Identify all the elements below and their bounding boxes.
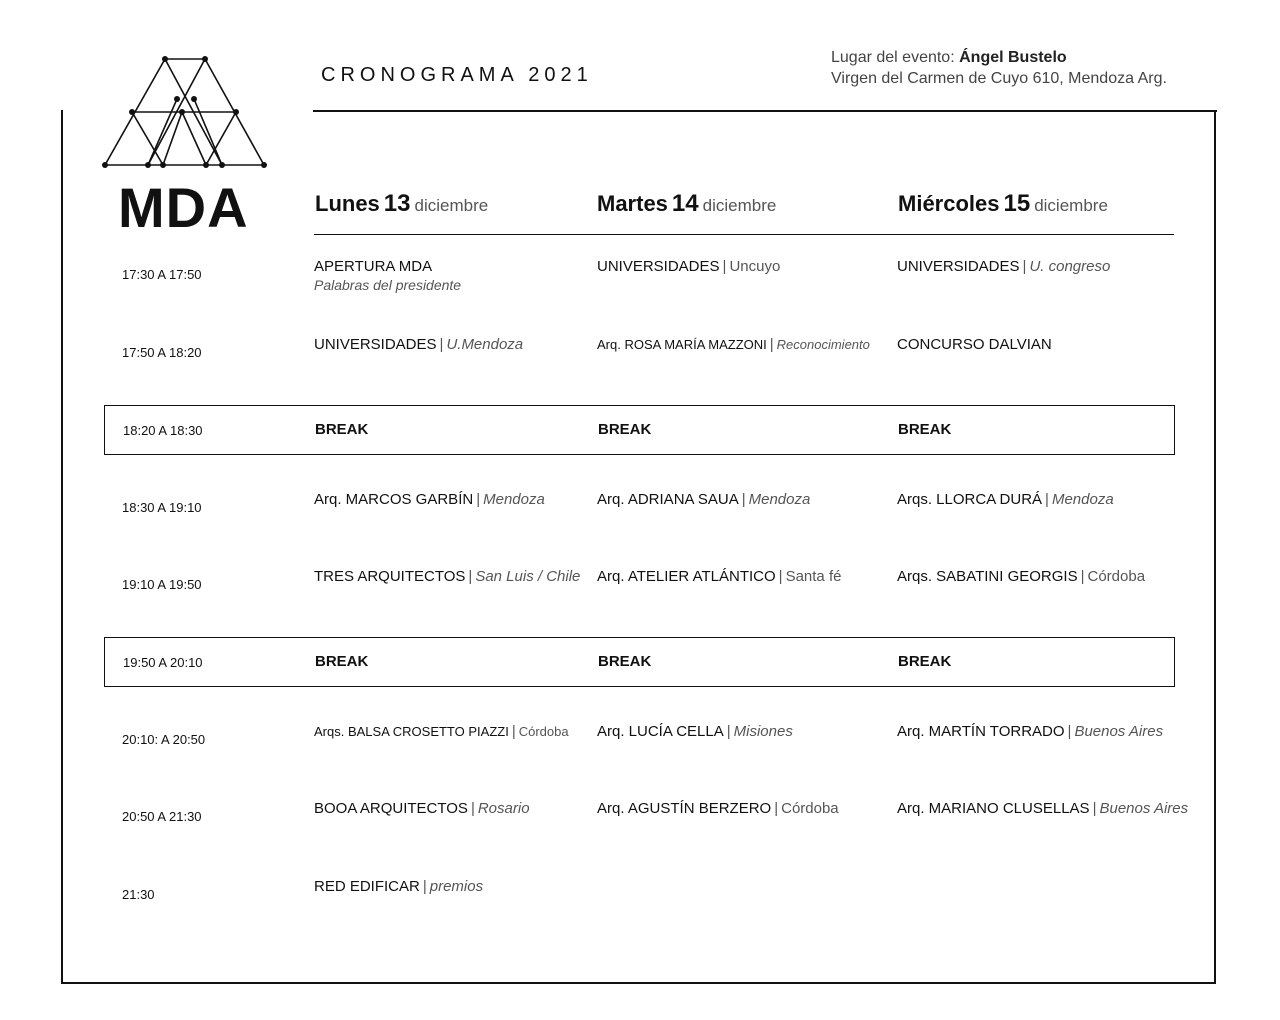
separator: | xyxy=(439,336,444,353)
session-cell xyxy=(897,258,1110,276)
day-month: diciembre xyxy=(1034,196,1108,215)
session-title: Arq. MARTÍN TORRADO xyxy=(897,723,1065,740)
session-title: Arq. LUCÍA CELLA xyxy=(597,723,724,740)
session-origin: Misiones xyxy=(733,723,793,740)
time-slot: 20:50 A 21:30 xyxy=(122,809,202,824)
session-origin: San Luis / Chile xyxy=(475,568,581,585)
separator: | xyxy=(470,800,475,817)
day-header-wednesday xyxy=(898,190,1108,218)
venue-info xyxy=(831,47,1167,89)
break-label: BREAK xyxy=(898,421,952,438)
separator: | xyxy=(1045,491,1049,508)
schedule-frame-top xyxy=(313,110,1217,112)
session-cell xyxy=(897,336,1052,354)
session-cell xyxy=(597,800,839,818)
break-cell xyxy=(315,406,368,454)
session-title: UNIVERSIDADES xyxy=(897,258,1020,275)
separator: | xyxy=(476,491,481,508)
time-slot: 18:30 A 19:10 xyxy=(122,500,202,515)
session-origin: Córdoba xyxy=(1087,568,1146,585)
session-title: Arq. MARCOS GARBÍN xyxy=(314,491,474,508)
break-cell xyxy=(898,406,951,454)
day-header-tuesday xyxy=(597,190,776,218)
session-origin: U. congreso xyxy=(1029,258,1111,275)
schedule-frame xyxy=(61,110,1216,984)
session-cell xyxy=(314,800,530,818)
session-cell xyxy=(314,491,545,509)
logo-wordmark: MDA xyxy=(118,176,249,239)
session-cell xyxy=(314,723,569,741)
venue-address: Virgen del Carmen de Cuyo 610, Mendoza Arg. xyxy=(831,70,1167,87)
separator: | xyxy=(726,723,731,740)
session-cell xyxy=(314,568,580,586)
session-cell xyxy=(897,800,1188,818)
time-slot: 19:50 A 20:10 xyxy=(123,655,203,670)
day-month: diciembre xyxy=(414,196,489,215)
session-origin: Mendoza xyxy=(483,491,545,508)
session-title: TRES ARQUITECTOS xyxy=(314,568,466,585)
break-label: BREAK xyxy=(315,653,369,670)
break-label: BREAK xyxy=(898,653,952,670)
day-number: 13 xyxy=(383,190,411,217)
separator: | xyxy=(741,491,746,508)
session-origin: U.Mendoza xyxy=(446,336,524,353)
day-number: 14 xyxy=(671,190,699,217)
session-title: CONCURSO DALVIAN xyxy=(897,336,1052,353)
schedule-row xyxy=(104,328,1175,378)
session-title: Arq. MARIANO CLUSELLAS xyxy=(897,800,1090,817)
separator: | xyxy=(468,568,473,585)
break-cell xyxy=(598,406,651,454)
break-cell xyxy=(898,638,951,686)
break-label: BREAK xyxy=(598,421,652,438)
break-row xyxy=(104,637,1175,687)
session-title: Arqs. LLORCA DURÁ xyxy=(897,491,1043,508)
day-name: Miércoles xyxy=(898,191,1000,216)
session-origin: Uncuyo xyxy=(729,258,781,275)
session-origin: Mendoza xyxy=(748,491,811,508)
session-origin: Santa fé xyxy=(785,568,842,585)
schedule-row xyxy=(104,792,1189,842)
session-origin: Rosario xyxy=(477,800,530,817)
time-slot: 17:50 A 18:20 xyxy=(122,345,202,360)
break-label: BREAK xyxy=(598,653,652,670)
day-name: Lunes xyxy=(315,191,380,216)
session-title: Arq. AGUSTÍN BERZERO xyxy=(597,800,772,817)
time-slot: 18:20 A 18:30 xyxy=(123,423,203,438)
separator: | xyxy=(1092,800,1097,817)
session-title: Arqs. SABATINI GEORGIS xyxy=(897,568,1078,585)
session-cell xyxy=(897,568,1145,586)
session-cell xyxy=(897,723,1163,741)
session-title: Arqs. BALSA CROSETTO PIAZZI xyxy=(314,724,509,739)
session-cell xyxy=(314,258,461,294)
separator: | xyxy=(1067,723,1072,740)
session-cell xyxy=(597,491,810,509)
session-title: UNIVERSIDADES xyxy=(314,336,437,353)
venue-label: Lugar del evento: xyxy=(831,49,955,66)
schedule-row xyxy=(104,250,1175,300)
schedule-row xyxy=(104,560,1175,610)
time-slot: 17:30 A 17:50 xyxy=(122,267,202,282)
session-title: UNIVERSIDADES xyxy=(597,258,720,275)
break-cell xyxy=(315,638,368,686)
session-origin: Mendoza xyxy=(1051,491,1114,508)
schedule-row xyxy=(104,715,1175,765)
document-title: CRONOGRAMA 2021 xyxy=(321,64,593,86)
separator: | xyxy=(722,258,727,275)
schedule-row xyxy=(104,483,1175,533)
day-number: 15 xyxy=(1003,190,1031,217)
session-origin: Córdoba xyxy=(781,800,839,817)
session-cell xyxy=(314,336,523,354)
schedule-row xyxy=(104,870,1175,920)
session-origin: premios xyxy=(429,878,484,895)
session-origin: Córdoba xyxy=(518,724,569,739)
time-slot: 21:30 xyxy=(122,887,155,902)
session-title: APERTURA MDA xyxy=(314,258,433,275)
break-cell xyxy=(598,638,651,686)
break-row xyxy=(104,405,1175,455)
session-cell xyxy=(314,878,483,896)
session-title: RED EDIFICAR xyxy=(314,878,420,895)
separator: | xyxy=(774,800,779,817)
session-origin: Reconocimiento xyxy=(776,337,870,352)
session-origin: Buenos Aires xyxy=(1099,800,1189,817)
session-cell xyxy=(597,336,870,354)
session-title: Arq. ROSA MARÍA MAZZONI xyxy=(597,337,767,352)
break-label: BREAK xyxy=(315,421,369,438)
separator: | xyxy=(778,568,783,585)
session-cell xyxy=(897,491,1114,509)
venue-name: Ángel Bustelo xyxy=(959,49,1067,66)
time-slot: 20:10: A 20:50 xyxy=(122,732,206,747)
session-cell xyxy=(597,258,780,276)
session-title: Arq. ATELIER ATLÁNTICO xyxy=(597,568,776,585)
separator: | xyxy=(511,723,516,740)
separator: | xyxy=(1080,568,1085,585)
session-title: Arq. ADRIANA SAUA xyxy=(597,491,739,508)
session-subtitle: Palabras del presidente xyxy=(314,277,462,293)
session-cell xyxy=(597,723,793,741)
session-origin: Buenos Aires xyxy=(1074,723,1164,740)
triangle-network-icon xyxy=(100,52,270,172)
separator: | xyxy=(769,336,774,353)
separator: | xyxy=(422,878,427,895)
day-month: diciembre xyxy=(702,196,777,215)
separator: | xyxy=(1022,258,1027,275)
venue-line xyxy=(831,47,1167,68)
time-slot: 19:10 A 19:50 xyxy=(122,577,202,592)
day-header-monday xyxy=(315,190,488,218)
header-divider xyxy=(314,234,1174,235)
session-cell xyxy=(597,568,841,586)
session-title: BOOA ARQUITECTOS xyxy=(314,800,468,817)
day-name: Martes xyxy=(597,191,668,216)
